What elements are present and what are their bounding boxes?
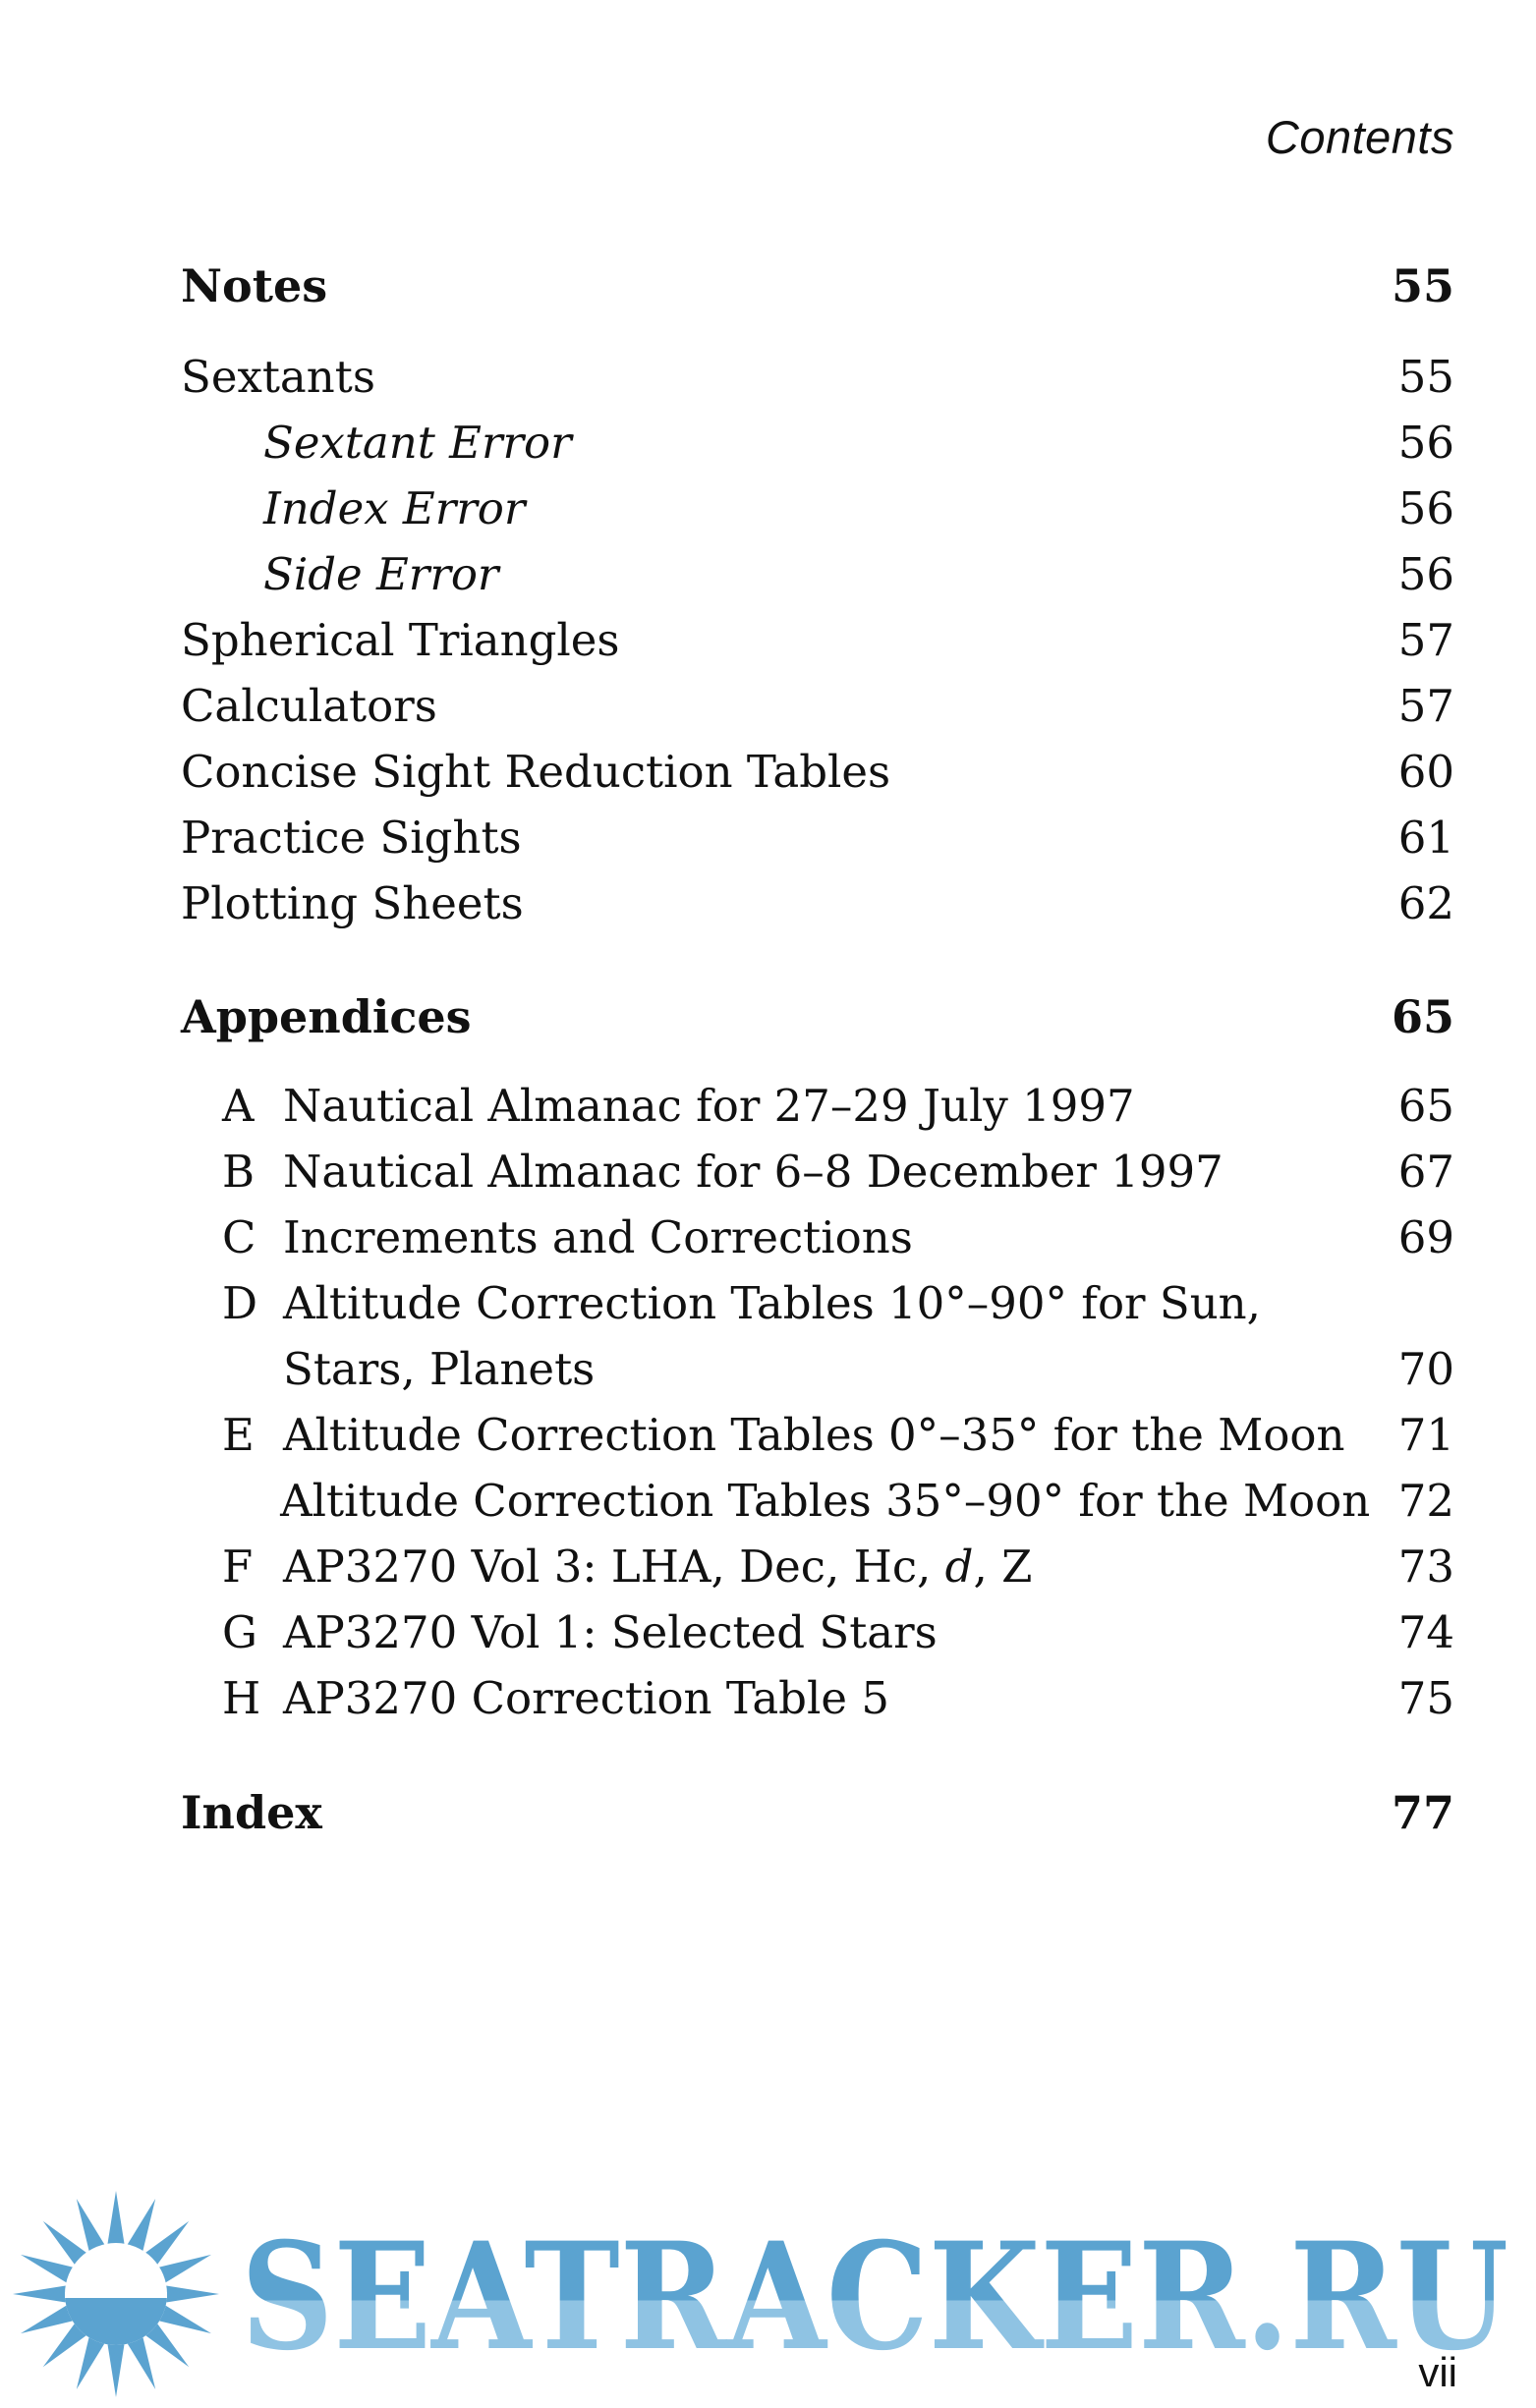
toc-appendix-entry[interactable]: D Altitude Correction Tables 10°–90° for Sun, xyxy=(222,1277,1261,1329)
toc-entry[interactable]: Spherical Triangles 57 xyxy=(181,614,1454,666)
toc-appendix-entry[interactable]: E Altitude Correction Tables 0°–35° for the Moon 71 xyxy=(222,1409,1454,1461)
toc-appendices-items xyxy=(181,1073,1454,1731)
section-heading-notes[interactable]: Notes 55 xyxy=(181,259,1454,312)
toc-entry[interactable]: Plotting Sheets 62 xyxy=(181,877,1454,929)
watermark-text: SEATRACKER.RU xyxy=(241,2211,1508,2383)
toc-subentry[interactable]: Side Error 56 xyxy=(263,548,1454,600)
toc-appendix-entry[interactable]: G AP3270 Vol 1: Selected Stars 74 xyxy=(222,1606,1454,1658)
page-folio: vii xyxy=(1418,2349,1457,2395)
toc-appendix-entry-continued[interactable]: Stars, Planets 70 xyxy=(283,1343,1454,1395)
watermark xyxy=(0,2176,1536,2404)
toc-entry[interactable]: Concise Sight Reduction Tables 60 xyxy=(181,746,1454,798)
section-heading-index[interactable]: Index 77 xyxy=(181,1786,1454,1839)
toc-appendix-entry[interactable]: A Nautical Almanac for 27–29 July 1997 65 xyxy=(222,1080,1454,1132)
toc-notes-items xyxy=(181,344,1454,936)
toc-notes xyxy=(181,253,1454,319)
toc-appendix-entry[interactable]: Altitude Correction Tables 35°–90° for the Moon 72 xyxy=(280,1475,1454,1527)
toc-appendices xyxy=(181,984,1454,1050)
toc-index xyxy=(181,1780,1454,1846)
toc-entry[interactable]: Calculators 57 xyxy=(181,680,1454,732)
toc-appendix-entry[interactable]: B Nautical Almanac for 6–8 December 1997 67 xyxy=(222,1146,1454,1198)
toc-entry[interactable]: Sextants 55 xyxy=(181,351,1454,403)
toc-appendix-entry[interactable]: H AP3270 Correction Table 5 75 xyxy=(222,1672,1454,1724)
toc-subentry[interactable]: Index Error 56 xyxy=(263,482,1454,534)
toc-subentry[interactable]: Sextant Error 56 xyxy=(263,417,1454,469)
toc-appendix-entry[interactable]: C Increments and Corrections 69 xyxy=(222,1211,1454,1263)
sun-logo-icon xyxy=(13,2191,219,2397)
toc-entry[interactable]: Practice Sights 61 xyxy=(181,812,1454,864)
running-head: Contents xyxy=(1265,111,1454,163)
section-heading-appendices[interactable]: Appendices 65 xyxy=(181,990,1454,1043)
toc-appendix-entry[interactable]: F AP3270 Vol 3: LHA, Dec, Hc, d, Z 73 xyxy=(222,1540,1454,1593)
